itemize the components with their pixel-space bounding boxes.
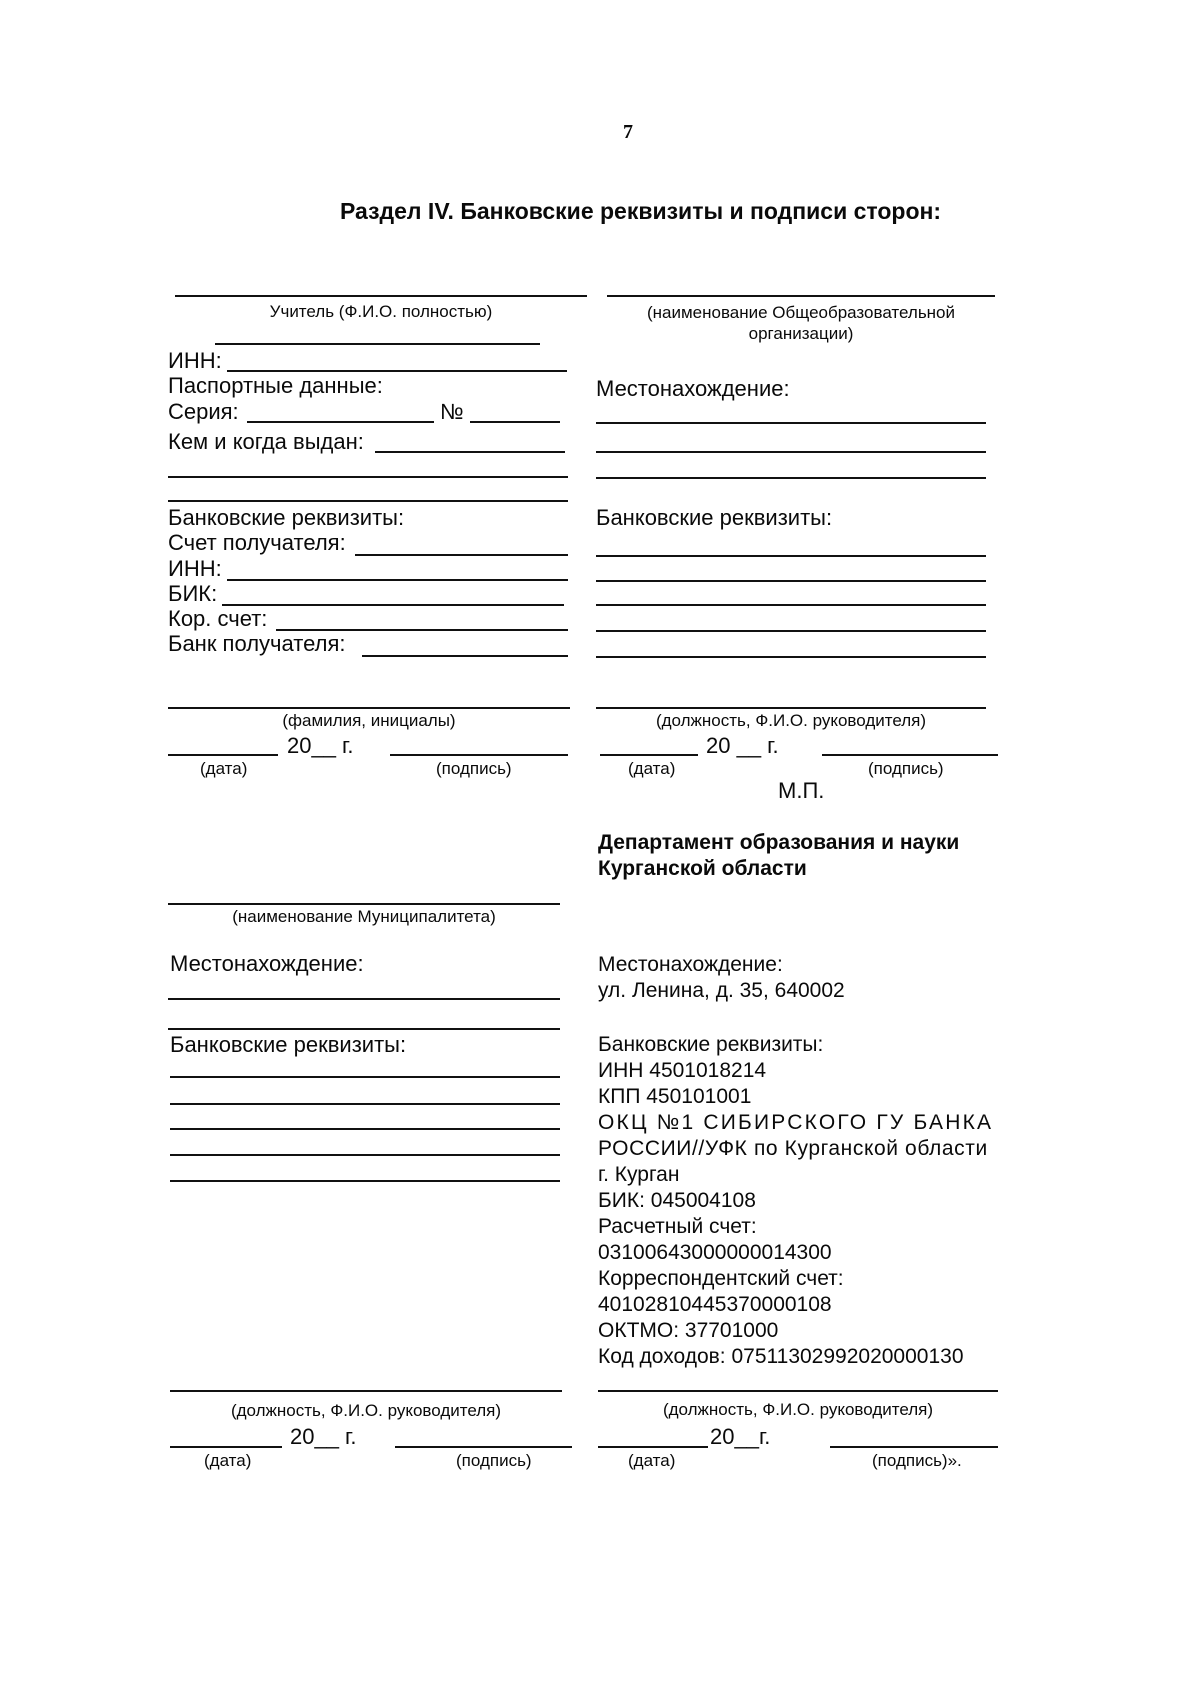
- municipality-bank-line-5: [170, 1180, 560, 1182]
- teacher-account-line: [355, 554, 568, 556]
- department-sign-line: [598, 1390, 998, 1392]
- department-account-label: Расчетный счет:: [598, 1215, 757, 1238]
- org-location-label: Местонахождение:: [596, 376, 790, 401]
- org-bank-line-2: [596, 580, 986, 582]
- teacher-extra-line: [215, 343, 540, 345]
- teacher-year: 20__ г.: [287, 733, 354, 758]
- org-location-line-3: [596, 477, 986, 479]
- org-date-line: [600, 754, 698, 756]
- section-title: Раздел IV. Банковские реквизиты и подписи сторон:: [340, 198, 942, 224]
- teacher-bik-label: БИК:: [168, 581, 218, 606]
- org-caption-line2: организации): [748, 324, 854, 343]
- teacher-series-line: [247, 421, 434, 423]
- teacher-number-label: №: [440, 399, 464, 424]
- department-name-line1: Департамент образования и науки: [598, 831, 960, 854]
- department-oktmo: ОКТМО: 37701000: [598, 1319, 779, 1342]
- department-corr: 40102810445370000108: [598, 1293, 832, 1316]
- department-bik: БИК: 045004108: [598, 1189, 756, 1212]
- municipality-sign-caption: (должность, Ф.И.О. руководителя): [230, 1401, 502, 1420]
- department-account: 03100643000000014300: [598, 1241, 832, 1264]
- teacher-sign-caption: (фамилия, инициалы): [282, 711, 456, 730]
- department-corr-label: Корреспондентский счет:: [598, 1267, 844, 1290]
- department-date-line: [598, 1446, 708, 1448]
- org-signature-caption: (подпись): [868, 759, 944, 778]
- department-bank-line2: РОССИИ//УФК по Курганской области: [598, 1137, 988, 1160]
- teacher-caption: Учитель (Ф.И.О. полностью): [269, 302, 493, 321]
- municipality-date-caption: (дата): [204, 1451, 252, 1470]
- org-signature-line: [822, 754, 998, 756]
- teacher-inn-line: [227, 370, 567, 372]
- teacher-kor-label: Кор. счет:: [168, 606, 268, 631]
- municipality-sign-line: [170, 1390, 562, 1392]
- teacher-passport-label: Паспортные данные:: [168, 373, 383, 398]
- teacher-name-line: [175, 295, 587, 297]
- org-sign-caption: (должность, Ф.И.О. руководителя): [655, 711, 927, 730]
- municipality-bank-line-1: [170, 1076, 560, 1078]
- teacher-issued-line-2: [168, 476, 568, 478]
- department-bank-line3: г. Курган: [598, 1163, 680, 1186]
- municipality-date-line: [170, 1446, 282, 1448]
- teacher-sign-line: [168, 707, 570, 709]
- municipality-bank-line-3: [170, 1128, 560, 1130]
- org-bank-line-3: [596, 604, 986, 606]
- municipality-location-line-2: [168, 1028, 560, 1030]
- teacher-inn-label: ИНН:: [168, 348, 222, 373]
- department-inn: ИНН 4501018214: [598, 1059, 767, 1082]
- org-bank-line-4: [596, 630, 986, 632]
- municipality-bank-line-2: [170, 1103, 560, 1105]
- department-bank-heading: Банковские реквизиты:: [598, 1033, 824, 1056]
- municipality-bank-heading: Банковские реквизиты:: [170, 1032, 407, 1057]
- department-kpp: КПП 450101001: [598, 1085, 752, 1108]
- teacher-date-caption: (дата): [200, 759, 248, 778]
- department-bank-line1: ОКЦ №1 СИБИРСКОГО ГУ БАНКА: [598, 1111, 994, 1134]
- teacher-signature-caption: (подпись): [436, 759, 512, 778]
- teacher-inn2-label: ИНН:: [168, 556, 222, 581]
- page-number: 7: [623, 121, 633, 143]
- org-name-line: [607, 295, 995, 297]
- org-caption-line1: (наименование Общеобразовательной: [646, 303, 956, 322]
- department-date-caption: (дата): [628, 1451, 676, 1470]
- department-name-line2: Курганской области: [598, 857, 807, 880]
- teacher-bank-label: Банк получателя:: [168, 631, 346, 656]
- municipality-signature-caption: (подпись): [456, 1451, 532, 1470]
- municipality-signature-line: [395, 1446, 572, 1448]
- teacher-issued-label: Кем и когда выдан:: [168, 429, 364, 454]
- municipality-year: 20__ г.: [290, 1424, 357, 1449]
- teacher-series-label: Серия:: [168, 399, 239, 424]
- teacher-inn2-line: [227, 579, 568, 581]
- org-bank-heading: Банковские реквизиты:: [596, 505, 833, 530]
- teacher-bik-line: [222, 604, 564, 606]
- org-stamp: М.П.: [778, 778, 825, 803]
- department-address: ул. Ленина, д. 35, 640002: [598, 979, 845, 1002]
- org-year: 20 __ г.: [706, 733, 779, 758]
- municipality-caption: (наименование Муниципалитета): [232, 907, 496, 926]
- teacher-signature-line: [390, 754, 568, 756]
- municipality-location-line-1: [168, 998, 560, 1000]
- org-location-line-1: [596, 422, 986, 424]
- municipality-bank-line-4: [170, 1154, 560, 1156]
- teacher-number-line: [470, 421, 560, 423]
- teacher-issued-line-3: [168, 500, 568, 502]
- department-location-label: Местонахождение:: [598, 953, 783, 976]
- org-bank-line-5: [596, 656, 986, 658]
- teacher-bank-line: [362, 655, 568, 657]
- teacher-account-label: Счет получателя:: [168, 530, 346, 555]
- org-location-line-2: [596, 451, 986, 453]
- municipality-name-line: [168, 903, 560, 905]
- teacher-date-line: [168, 754, 278, 756]
- department-income-code: Код доходов: 07511302992020000130: [598, 1345, 964, 1368]
- teacher-bank-heading: Банковские реквизиты:: [168, 505, 405, 530]
- org-date-caption: (дата): [628, 759, 676, 778]
- org-sign-line: [596, 707, 986, 709]
- municipality-location-label: Местонахождение:: [170, 951, 364, 976]
- department-signature-line: [830, 1446, 998, 1448]
- department-signature-caption: (подпись)».: [872, 1451, 962, 1470]
- department-year: 20__г.: [710, 1424, 771, 1449]
- teacher-issued-line: [375, 451, 565, 453]
- department-sign-caption: (должность, Ф.И.О. руководителя): [662, 1400, 934, 1419]
- org-bank-line-1: [596, 555, 986, 557]
